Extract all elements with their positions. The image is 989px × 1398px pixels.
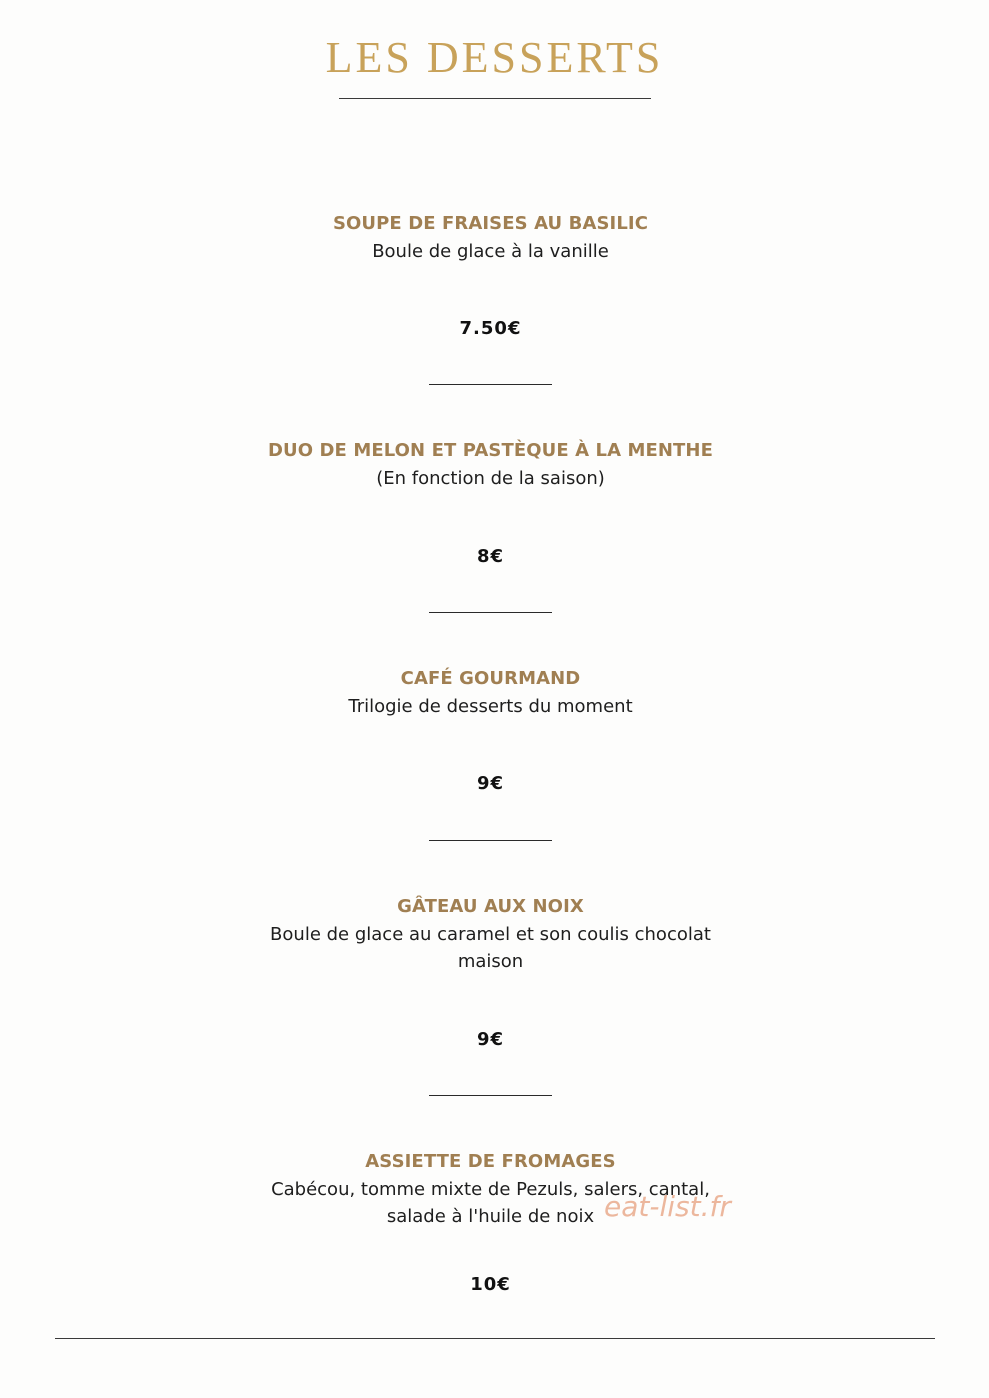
item-description: Trilogie de desserts du moment (348, 696, 633, 717)
item-price: 8€ (476, 546, 505, 567)
item-name: DUO DE MELON ET PASTÈQUE À LA MENTHE (267, 440, 713, 461)
menu-item-gateau-noix (0, 894, 981, 975)
item-separator (429, 612, 552, 613)
item-name: GÂTEAU AUX NOIX (397, 896, 584, 917)
item-name: SOUPE DE FRAISES AU BASILIC (332, 213, 649, 234)
item-description: Boule de glace à la vanille (372, 241, 609, 262)
item-description: Boule de glace au caramel et son coulis chocolat maison (270, 924, 711, 972)
item-name: CAFÉ GOURMAND (400, 668, 581, 689)
item-price: 10€ (470, 1274, 511, 1295)
menu-item-cafe-gourmand (0, 666, 981, 720)
item-price: 9€ (476, 1029, 505, 1050)
item-separator (429, 384, 552, 385)
item-price: 7.50€ (459, 318, 522, 339)
bottom-rule (55, 1338, 935, 1339)
menu-item-duo-melon (0, 438, 981, 492)
watermark: eat-list.fr (604, 1190, 731, 1223)
menu-item-assiette-fromages (0, 1149, 981, 1230)
item-separator (429, 840, 552, 841)
item-description: (En fonction de la saison) (376, 468, 605, 489)
title-rule (339, 98, 651, 99)
item-description: Cabécou, tomme mixte de Pezuls, salers, cantal, salade à l'huile de noix (271, 1179, 710, 1227)
item-separator (429, 1095, 552, 1096)
item-price: 9€ (476, 773, 505, 794)
menu-item-soupe (0, 211, 981, 265)
menu-title: LES DESSERTS (325, 33, 664, 82)
item-name: ASSIETTE DE FROMAGES (365, 1151, 616, 1172)
